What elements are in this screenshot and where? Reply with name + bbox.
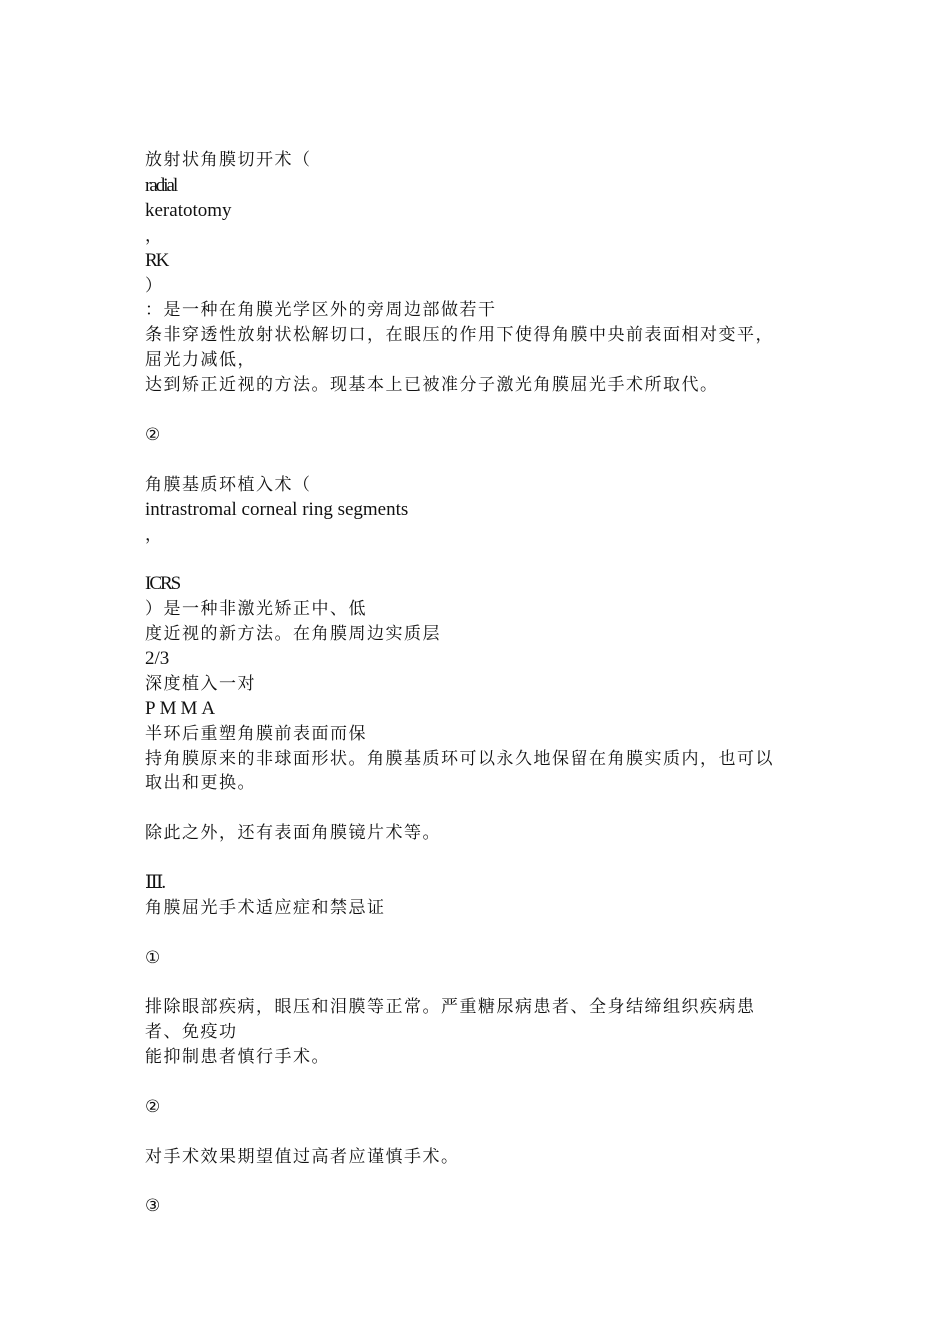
text-line-aspheric: 持角膜原来的非球面形状。角膜基质环可以永久地保留在角膜实质内，也可以 [145,749,774,769]
text-line-radial: radial [145,175,177,196]
text-line-expectations: 对手术效果期望值过高者应谨慎手术。 [145,1147,460,1167]
text-line-close-paren: ） [145,276,164,296]
text-line-rk-replaced: 达到矫正近视的方法。现基本上已被准分子激光角膜屈光手术所取代。 [145,375,719,395]
text-line-icrs-english: intrastromal corneal ring segments [145,499,409,520]
list-marker-3: ③ [145,1196,162,1216]
section-heading: 角膜屈光手术适应症和禁忌证 [145,898,386,918]
text-line-fraction: 2/3 [145,648,170,669]
text-line-refraction: 屈光力减低， [145,350,256,370]
text-line-rk-definition: ：是一种在角膜光学区外的旁周边部做若干 [145,300,497,320]
text-line-rk-term: 放射状角膜切开术（ [145,150,312,170]
text-line-icrs-abbr: ICRS [145,573,180,594]
text-line-removable: 取出和更换。 [145,773,256,793]
text-line-icrs-definition: ）是一种非激光矫正中、低 [145,599,367,619]
section-number: Ⅲ. [145,872,165,893]
list-marker-2: ② [145,425,162,445]
text-line-comma-2: ， [145,525,164,545]
text-line-icrs-method: 度近视的新方法。在角膜周边实质层 [145,624,441,644]
text-line-comma: ， [145,226,164,246]
list-marker-2b: ② [145,1097,162,1117]
text-line-rk-incisions: 条非穿透性放射状松解切口，在眼压的作用下使得角膜中央前表面相对变平， [145,325,774,345]
text-line-immune: 者、免疫功 [145,1022,238,1042]
text-line-icrs-term: 角膜基质环植入术（ [145,475,312,495]
text-line-pmma: PMMA [145,698,220,719]
text-line-exclusion: 排除眼部疾病，眼压和泪膜等正常。严重糖尿病患者、全身结缔组织疾病患 [145,997,756,1017]
text-line-half-ring: 半环后重塑角膜前表面而保 [145,724,367,744]
text-line-caution: 能抑制患者慎行手术。 [145,1047,330,1067]
text-line-other-methods: 除此之外，还有表面角膜镜片术等。 [145,823,441,843]
text-line-keratotomy: keratotomy [145,200,232,221]
text-line-depth: 深度植入一对 [145,674,256,694]
list-marker-1: ① [145,948,162,968]
text-line-rk-abbr: RK [145,250,168,271]
